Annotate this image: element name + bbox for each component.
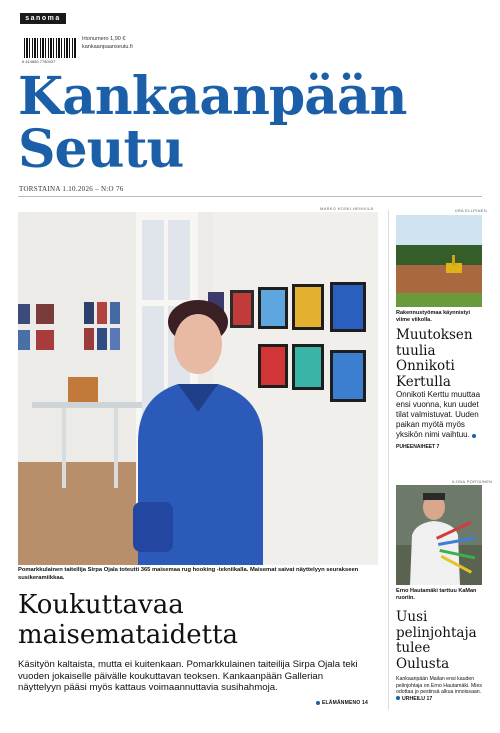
main-lead: Käsityön kaltaista, mutta ei kuitenkaan. Pomarkkulainen taiteilija Sirpa Ojala teki vuoden jokaiselle päivälle koukuttavan teoksen. Kankaanpään Gallerian näyttelyyn pääsi myös kattaus voimaannuttavia susihahmoja.: [18, 659, 358, 693]
main-photo-credit: MARKO KOSKI-HEIKKILÄ: [320, 206, 374, 211]
side-page-ref2[interactable]: URHEILU 17: [396, 696, 432, 702]
side-photo1-credit: IIRA ELLPINEN: [455, 208, 487, 213]
main-headline[interactable]: Koukuttavaa maisemataidetta: [18, 590, 239, 650]
side-photo-coach[interactable]: [396, 485, 482, 585]
dateline: TORSTAINA 1.10.2026 – N:O 76: [19, 185, 124, 193]
side-caption2: Erno Hautamäki tarttuu KaMan ruoriin.: [396, 588, 477, 601]
bullet-dot-icon: [472, 434, 476, 438]
masthead-line1: Kankaanpään: [18, 66, 407, 127]
side-body2: Kankaanpään Mailan ensi kauden pelinjohtaja on Erno Hautamäki. Mies odottaa jo pestinsä alkua innoissaan. URHEILU 17: [396, 676, 482, 702]
side-headline1[interactable]: Muutoksen tuulia Onnikoti Kertulla: [396, 327, 473, 390]
barcode-number: 6 414880 7780037: [22, 59, 56, 64]
issue-info: [82, 35, 133, 51]
side-body1: Onnikoti Kerttu muuttaa ensi vuonna, kun uudet tilat valmistuvat. Uuden paikan myötä myös yksikön nimi vaihtuu. PUHEENAIHEET 7: [396, 390, 481, 450]
main-photo[interactable]: [18, 212, 378, 565]
publisher-logo: sanoma: [20, 13, 66, 24]
column-divider: [388, 210, 389, 710]
barcode: [24, 38, 76, 58]
issue-price: Irtonumero 1,90 €: [82, 36, 126, 42]
side-page-ref1[interactable]: PUHEENAIHEET 7: [396, 433, 478, 450]
bullet-dot-icon: [396, 696, 400, 700]
bullet-dot-icon: [316, 701, 320, 705]
main-photo-caption: Pomarkkulainen taiteilija Sirpa Ojala toteutti 365 maisemaa rug hooking -tekniikalla. Maisemat saivat näyttelyyn seurakseen susikeramiikkaa.: [18, 567, 359, 581]
side-caption1: Rakennustyömaa käynnistyi viime viikolla.: [396, 310, 470, 323]
main-page-ref[interactable]: ELÄMÄNMENO 14: [316, 700, 368, 706]
issue-website[interactable]: kankaanpaanseutu.fi: [82, 44, 133, 50]
masthead: [18, 66, 407, 180]
header-divider: [18, 196, 482, 197]
side-photo2-credit: ILONA PORTAINEN: [452, 479, 493, 484]
masthead-line2: Seutu: [18, 119, 184, 180]
side-headline2[interactable]: Uusi pelinjohtaja tulee Oulusta: [396, 609, 477, 672]
side-photo-construction[interactable]: [396, 215, 482, 307]
